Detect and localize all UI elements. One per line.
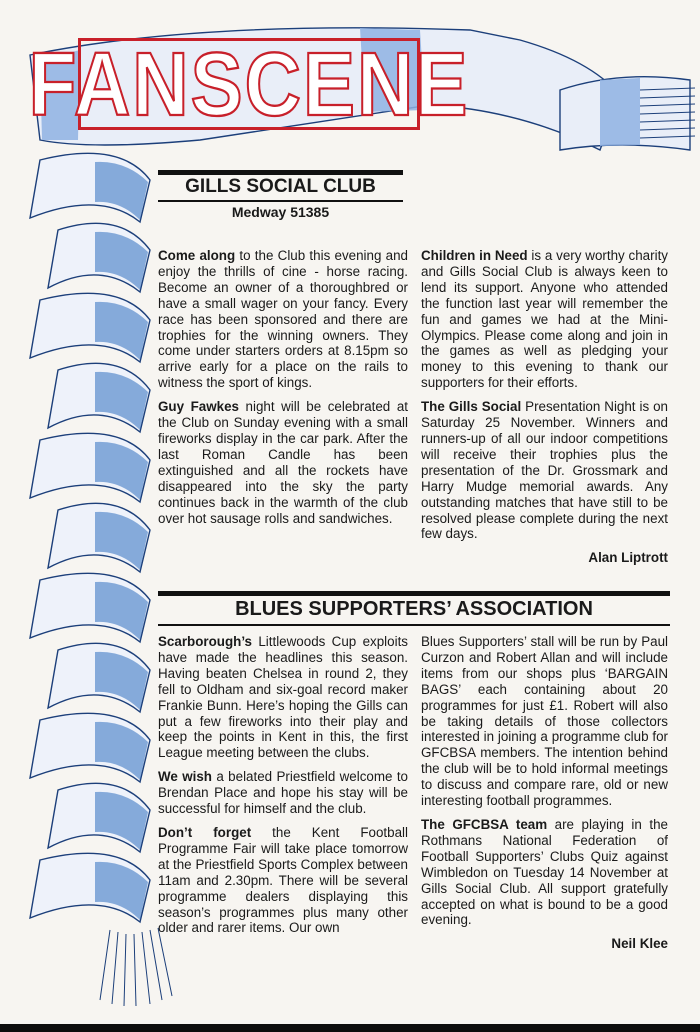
paragraph-text: the Kent Football Programme Fair will take place tomorrow at the Priestfield Sports Complex between 11am and 2.30pm. There will be several programme dealers displaying this season’s programmes plus many other older and rarer items. Our own: [158, 824, 408, 936]
paragraph-text: is a very worthy charity and Gills Social Club is always keen to lend its support. Anyone who attended the function last year will remember the fun and games we had at the Mini-Olympics. Please come along and join in the games as well as pledging your money to this evening to thank our supporters for their efforts.: [421, 248, 668, 391]
social-club-signature: Alan Liptrott: [588, 550, 668, 566]
article-paragraph: [421, 399, 668, 542]
masthead-title-box: [28, 33, 470, 135]
page-bottom-bar: [0, 1024, 700, 1032]
social-club-phone: Medway 51385: [231, 204, 330, 220]
social-club-top-rule: [158, 170, 403, 175]
paragraph-lead: The Gills Social: [421, 399, 522, 415]
article-paragraph: [158, 248, 408, 391]
paragraph-lead: Scarborough’s: [158, 634, 252, 649]
blues-signature: Neil Klee: [611, 936, 668, 952]
paragraph-text: Littlewoods Cup exploits have made the headlines this season. Having beaten Chelsea in round 2, they fell to Oldham and six-goal record maker Frankie Bunn. Here’s hoping the Gills can put a few fireworks into their play and keep the points in Kent in this, the first League meeting between the clubs.: [158, 634, 408, 761]
blues-right-column: [421, 634, 668, 952]
social-club-left-column: [158, 248, 408, 534]
article-paragraph: [421, 817, 668, 928]
blues-heading: BLUES SUPPORTERS’ ASSOCIATION: [235, 598, 593, 620]
paragraph-lead: We wish: [158, 769, 212, 785]
article-paragraph: [158, 825, 408, 936]
social-club-heading: GILLS SOCIAL CLUB: [185, 176, 376, 197]
paragraph-text: night will be celebrated at the Club on Sunday evening with a small fireworks display in the car park. After the last Roman Candle has been extinguished and all the rockets have disappeared into the sky the party continues back in the warmth of the club over hot sausage rolls and sandwiches.: [158, 399, 408, 526]
paragraph-text: are playing in the Rothmans National Federation of Football Supporters’ Clubs Quiz against Wimbledon on Tuesday 14 November at Gills Social Club. All support gratefully accepted on what is bound to be a good evening.: [421, 816, 668, 928]
article-paragraph: [158, 769, 408, 817]
paragraph-text: Presentation Night is on Saturday 25 November. Winners and runners-up of all our indoor competitions will receive their trophies plus the presentation of the Dr. Grossmark and Harry Mudge memorial awards. Any outstanding matches that have still to be resolved please complete during the next few days.: [421, 399, 668, 542]
blues-top-rule: [158, 591, 670, 596]
paragraph-lead: Guy Fawkes: [158, 399, 239, 415]
paragraph-lead: The GFCBSA team: [421, 816, 548, 832]
paragraph-lead: Children in Need: [421, 248, 528, 263]
masthead-title: FANSCENE: [28, 33, 470, 135]
article-paragraph: [421, 248, 668, 391]
paragraph-text: to the Club this evening and enjoy the thrills of cine - horse racing. Become an owner of a thoroughbred or have a small wager on your fancy. Every race has been sponsored and there are trophies for the winning owners. They come under starters orders at 8.15pm so arrive early for a place on the rails to witness the sport of kings.: [158, 248, 408, 391]
paragraph-text: a belated Priestfield welcome to Brendan Place and hope his stay will be successful for himself and the club.: [158, 769, 409, 817]
article-paragraph: [421, 634, 668, 809]
paragraph-text: Blues Supporters’ stall will be run by Paul Curzon and Robert Allan and will include items from our shops plus ‘BARGAIN BAGS’ each containing about 20 programmes for just £1. Robert will also be taking details of those collectors interested in joining a programme club for GFCBSA members. The intention behind the club will be to hold informal meetings to discuss and compare rare, old or new interesting football programmes.: [421, 634, 668, 809]
blues-left-column: [158, 634, 408, 944]
paragraph-lead: Come along: [158, 248, 236, 263]
paragraph-lead: Don’t forget: [158, 824, 252, 840]
article-paragraph: [158, 634, 408, 761]
social-club-right-column: [421, 248, 668, 566]
social-club-mid-rule: [158, 200, 403, 202]
blues-bottom-rule: [158, 624, 670, 626]
article-paragraph: [158, 399, 408, 526]
